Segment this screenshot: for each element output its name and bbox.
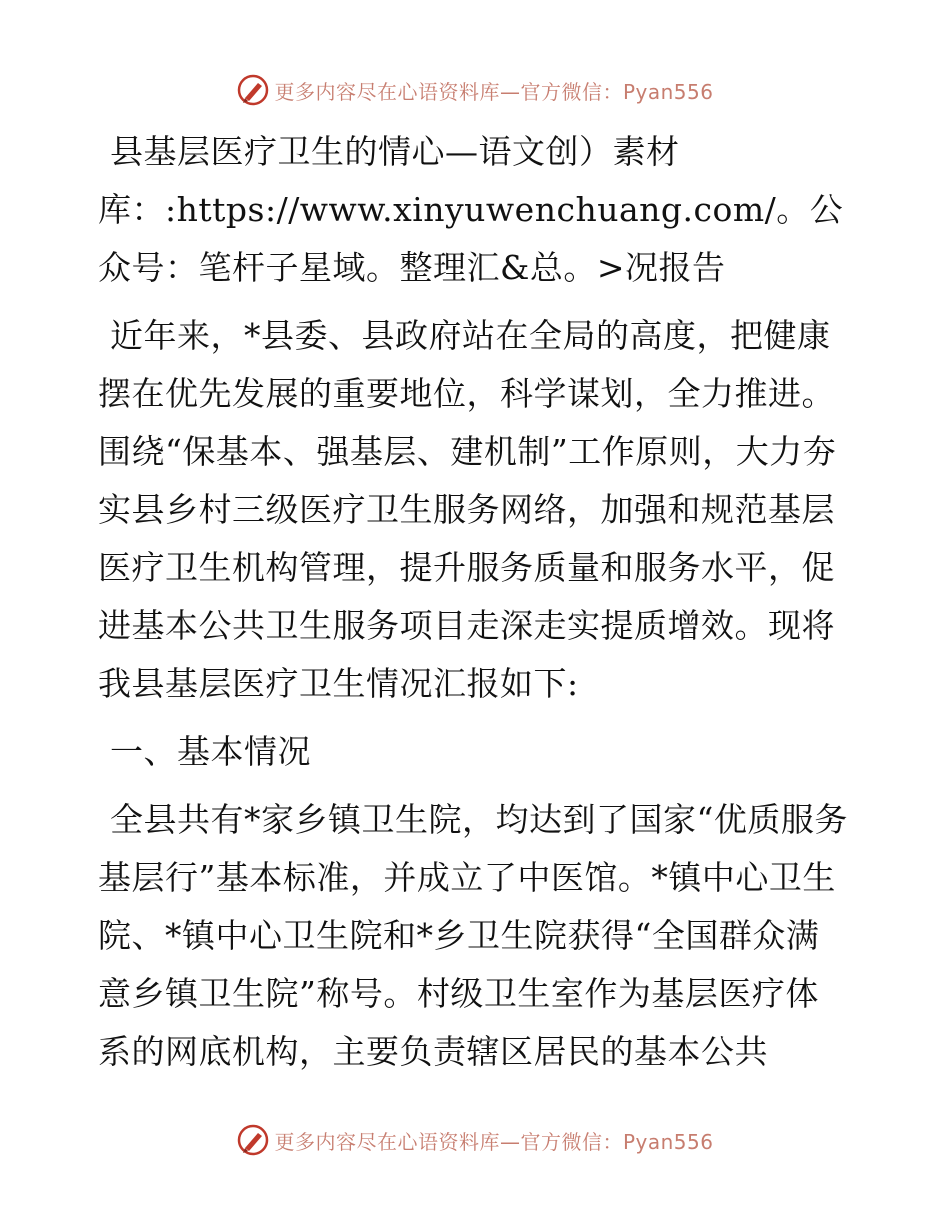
basic-situation-paragraph: 全县共有*家乡镇卫生院，均达到了国家“优质服务基层行”基本标准，并成立了中医馆。*镇中心卫生院、*镇中心卫生院和*乡卫生院获得“全国群众满意乡镇卫生院”称号。村级卫生室作为基层医疗体系的网底机构，主要负责辖区居民的基本公共 xyxy=(98,800,848,1071)
footer-watermark-banner xyxy=(0,1120,950,1160)
document-body xyxy=(98,123,850,1091)
watermark-text: 更多内容尽在心语资料库—官方微信：Pyan556 xyxy=(274,79,714,104)
intro-paragraph: 近年来，*县委、县政府站在全局的高度，把健康摆在优先发展的重要地位，科学谋划，全力推进。围绕“保基本、强基层、建机制”工作原则，大力夯实县乡村三级医疗卫生服务网络，加强和规范基层医疗卫生机构管理，提升服务质量和服务水平，促进基本公共卫生服务项目走深走实提质增效。现将我县基层医疗卫生情况汇报如下: xyxy=(98,316,837,703)
pen-circle-logo-icon xyxy=(236,1123,270,1157)
section-heading: 一、基本情况 xyxy=(110,732,311,771)
pen-circle-logo-icon xyxy=(236,73,270,107)
report-title-paragraph: 县基层医疗卫生的情心—语文创）素材库：:https://www.xinyuwenchuang.com/。公众号：笔杆子星域。整理汇&总。>况报告 xyxy=(98,132,844,287)
header-watermark-banner xyxy=(0,70,950,110)
watermark-text: 更多内容尽在心语资料库—官方微信：Pyan556 xyxy=(274,1129,714,1154)
